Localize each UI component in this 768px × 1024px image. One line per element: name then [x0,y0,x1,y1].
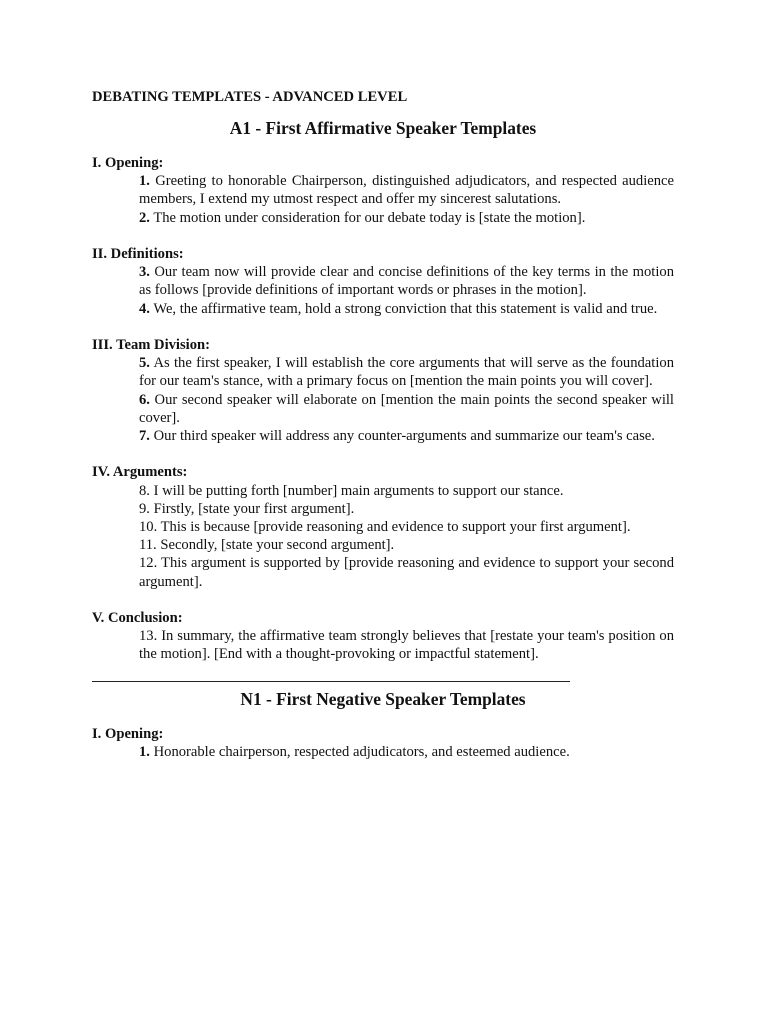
spacer [92,591,674,609]
item-text: Honorable chairperson, respected adjudicators, and esteemed audience. [149,743,570,760]
spacer [92,445,674,463]
item-number: 10. [139,518,158,535]
item-text: Our second speaker will elaborate on [mention the main points the second speaker will cover]. [139,391,674,426]
item-number: 9. [139,500,150,517]
block-conclusion [92,609,674,664]
block-team-division [92,336,674,445]
list-item [139,354,674,390]
block-heading: I. Opening: [92,725,164,742]
item-text: I will be putting forth [number] main arguments to support our stance. [149,482,564,499]
list-item [139,300,674,318]
item-number: 5. [139,355,150,372]
block-heading: I. Opening: [92,155,164,171]
item-number: 6. [139,391,150,408]
item-text: Our team now will provide clear and concise definitions of the key terms in the motion as follows [provide definitions of important words or phrases in the motion]. [139,264,674,299]
spacer [92,139,674,154]
block-heading: V. Conclusion: [92,609,183,626]
item-text: We, the affirmative team, hold a strong conviction that this statement is valid and true. [149,300,658,317]
item-text: This argument is supported by [provide reasoning and evidence to support your second argument]. [139,555,674,590]
list-item [139,482,674,500]
list-item [139,427,674,445]
block-heading: IV. Arguments: [92,464,188,481]
item-number: 2. [139,209,150,226]
list-item [139,263,674,299]
list-item [139,536,674,554]
block-arguments [92,463,674,590]
item-text: Secondly, [state your second argument]. [156,537,395,554]
spacer [92,227,674,245]
block-opening-n1 [92,725,674,761]
list-item [139,500,674,518]
section-title-n1: N1 - First Negative Speaker Templates [240,688,526,709]
list-item [139,391,674,427]
item-number: 11. [139,537,157,554]
horizontal-divider [92,664,570,682]
item-number: 8. [139,482,150,499]
item-number: 12. [139,555,158,572]
item-number: 13. [139,628,158,645]
item-text: In summary, the affirmative team strongly believes that [restate your team's position on the motion]. [End with a thought-provoking or impactful statement]. [139,628,674,663]
section-title-a1: A1 - First Affirmative Speaker Templates [229,118,537,138]
item-text: Our third speaker will address any counter-arguments and summarize our team's case. [149,427,655,444]
item-number: 3. [139,264,150,281]
list-item [139,554,674,590]
item-number: 7. [139,427,150,444]
document-page [92,88,674,761]
spacer [92,710,674,725]
block-heading: II. Definitions: [92,245,184,262]
item-number: 4. [139,300,150,317]
item-number: 1. [139,743,150,760]
spacer [92,318,674,336]
item-text: As the first speaker, I will establish the core arguments that will serve as the foundation for our team's stance, with a primary focus on [mention the main points you will cover]. [139,355,674,390]
item-text: This is because [provide reasoning and evidence to support your first argument]. [157,518,631,535]
list-item [139,518,674,536]
list-item [139,627,674,663]
list-item [139,209,674,227]
block-heading: III. Team Division: [92,336,210,353]
block-definitions [92,245,674,318]
list-item [139,743,674,761]
list-item [139,172,674,208]
item-text: The motion under consideration for our debate today is [state the motion]. [149,209,586,226]
item-text: Firstly, [state your first argument]. [149,500,355,517]
block-opening [92,154,674,227]
document-header: DEBATING TEMPLATES - ADVANCED LEVEL [92,89,408,105]
item-text: Greeting to honorable Chairperson, distinguished adjudicators, and respected audience members, I extend my utmost respect and offer my sincerest salutations. [139,173,674,208]
item-number: 1. [139,173,150,190]
